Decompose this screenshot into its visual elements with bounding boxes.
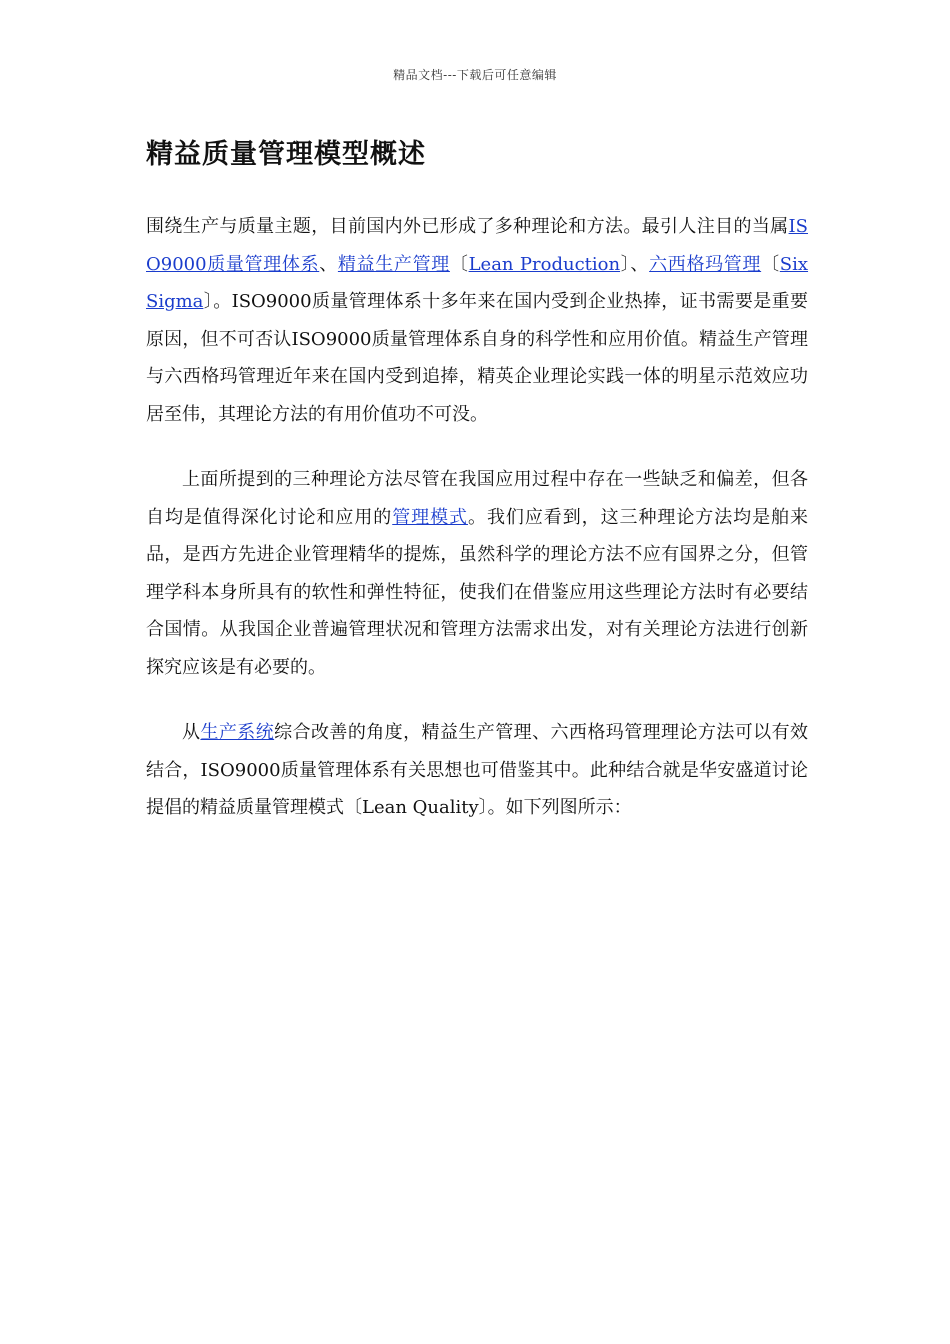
paragraph-1-text-3: 〔: [449, 253, 469, 275]
paragraph-2-text-1: 上面所提到的三种理论方法尽管在我国应用过程中存在一些缺乏和偏差，但各自均是值得深化讨论和应用的: [146, 469, 808, 528]
six-sigma-en-link[interactable]: Six Sigma: [146, 253, 809, 312]
paragraph-1-text-6: 〕。ISO9000质量管理体系十多年来在国内受到企业热捧，证书需要是重要原因，但不可否认ISO9000质量管理体系自身的科学性和应用价值。精益生产管理与六西格玛管理近年来在国内受到追捧，精英企业理论实践一体的明星示范效应功居至伟，其理论方法的有用价值功不可没。: [146, 291, 808, 425]
paragraph-2-text-2: 。我们应看到，这三种理论方法均是舶来品，是西方先进企业管理精华的提炼，虽然科学的理论方法不应有国界之分，但管理学科本身所具有的软性和弹性特征，使我们在借鉴应用这些理论方法时有必要结合国情。从我国企业普遍管理状况和管理方法需求出发，对有关理论方法进行创新探究应该是有必要的。: [146, 506, 808, 678]
production-system-link[interactable]: 生产系统: [200, 722, 275, 743]
six-sigma-link[interactable]: 六西格玛管理: [649, 253, 762, 275]
paragraph-1: [146, 208, 808, 433]
management-mode-link[interactable]: 管理模式: [392, 506, 468, 528]
paragraph-3: [146, 714, 808, 827]
paragraph-3-text-2: 综合改善的角度，精益生产管理、六西格玛管理理论方法可以有效结合，ISO9000质量管理体系有关思想也可借鉴其中。此种结合就是华安盛道讨论提倡的精益质量管理模式〔Lean Quality〕。如下列图所示：: [146, 722, 809, 818]
iso9000-link[interactable]: ISO9000质量管理体系: [146, 216, 808, 275]
page-header: 精品文档---下载后可任意编辑: [393, 68, 557, 82]
paragraph-1-text-4: 〕、: [620, 253, 650, 275]
document-body: [146, 208, 808, 855]
paragraph-1-text-5: 〔: [761, 253, 780, 275]
lean-production-link[interactable]: 精益生产管理: [337, 253, 450, 275]
paragraph-1-text-1: 围绕生产与质量主题，目前国内外已形成了多种理论和方法。最引人注目的当属: [146, 216, 789, 237]
paragraph-3-text-1: 从: [182, 722, 201, 743]
paragraph-2: [146, 461, 808, 686]
lean-production-en-link[interactable]: Lean Production: [468, 253, 621, 275]
paragraph-1-text-2: 、: [319, 253, 338, 275]
document-title: 精益质量管理模型概述: [146, 139, 426, 170]
